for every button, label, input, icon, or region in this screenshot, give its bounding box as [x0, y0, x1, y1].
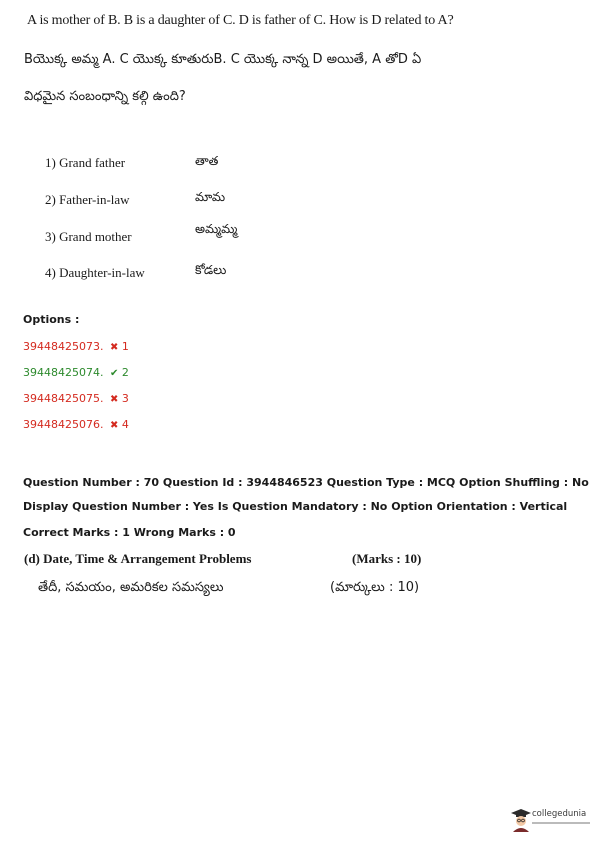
choice-telugu-2: మామ: [195, 189, 226, 204]
question-meta-line2: Display Question Number : Yes Is Question Mandatory : No Option Orientation : Vertical: [23, 500, 568, 513]
option-number: 2: [121, 366, 129, 379]
choice-telugu-3: అమ్మమ్మ: [195, 221, 238, 236]
options-heading: Options :: [23, 313, 80, 326]
question-text-telugu-line2: విధమైన సంబంధాన్ని కల్గి ఉంది?: [24, 89, 186, 104]
section-marks-telugu: (మార్కులు : 10): [330, 580, 420, 595]
option-number: 3: [121, 392, 129, 405]
section-title-telugu: తేదీ, సమయం, అమరికల సమస్యలు: [38, 580, 224, 595]
choice-english-4: 4) Daughter-in-law: [45, 265, 145, 280]
choice-telugu-1: తాత: [195, 153, 219, 168]
check-icon: ✔: [109, 368, 119, 379]
choice-english-1: 1) Grand father: [45, 155, 126, 170]
graduate-avatar-icon: [510, 808, 532, 832]
cross-icon: ✖: [109, 420, 119, 431]
option-row-2: [23, 366, 129, 379]
option-row-3: [23, 392, 129, 405]
question-text-english: A is mother of B. B is a daughter of C. D is father of C. How is D related to A?: [27, 13, 454, 28]
question-meta-line3: Correct Marks : 1 Wrong Marks : 0: [23, 526, 236, 539]
section-title: (d) Date, Time & Arrangement Problems: [24, 551, 252, 566]
section-marks: (Marks : 10): [352, 551, 422, 566]
brand-tagline-bar: [532, 822, 590, 824]
choice-english-2: 2) Father-in-law: [45, 192, 130, 207]
brand-name: collegedunia: [532, 809, 587, 819]
option-row-4: [23, 418, 129, 431]
option-id: 39448425075.: [23, 392, 104, 405]
option-id: 39448425076.: [23, 418, 104, 431]
cross-icon: ✖: [109, 394, 119, 405]
choice-english-3: 3) Grand mother: [45, 229, 132, 244]
option-number: 4: [121, 418, 129, 431]
cross-icon: ✖: [109, 342, 119, 353]
option-id: 39448425073.: [23, 340, 104, 353]
option-row-1: [23, 340, 129, 353]
option-id: 39448425074.: [23, 366, 104, 379]
choice-telugu-4: కోడలు: [195, 262, 227, 277]
question-text-telugu-line1: Bయొక్క అమ్మ A. C యొక్క కూతురుB. C యొక్క నాన్న D అయితే, A తోD ఏ: [24, 52, 422, 67]
question-meta-line1: Question Number : 70 Question Id : 3944846523 Question Type : MCQ Option Shuffling : No: [23, 476, 589, 489]
option-number: 1: [121, 340, 129, 353]
collegedunia-logo: [510, 806, 592, 836]
